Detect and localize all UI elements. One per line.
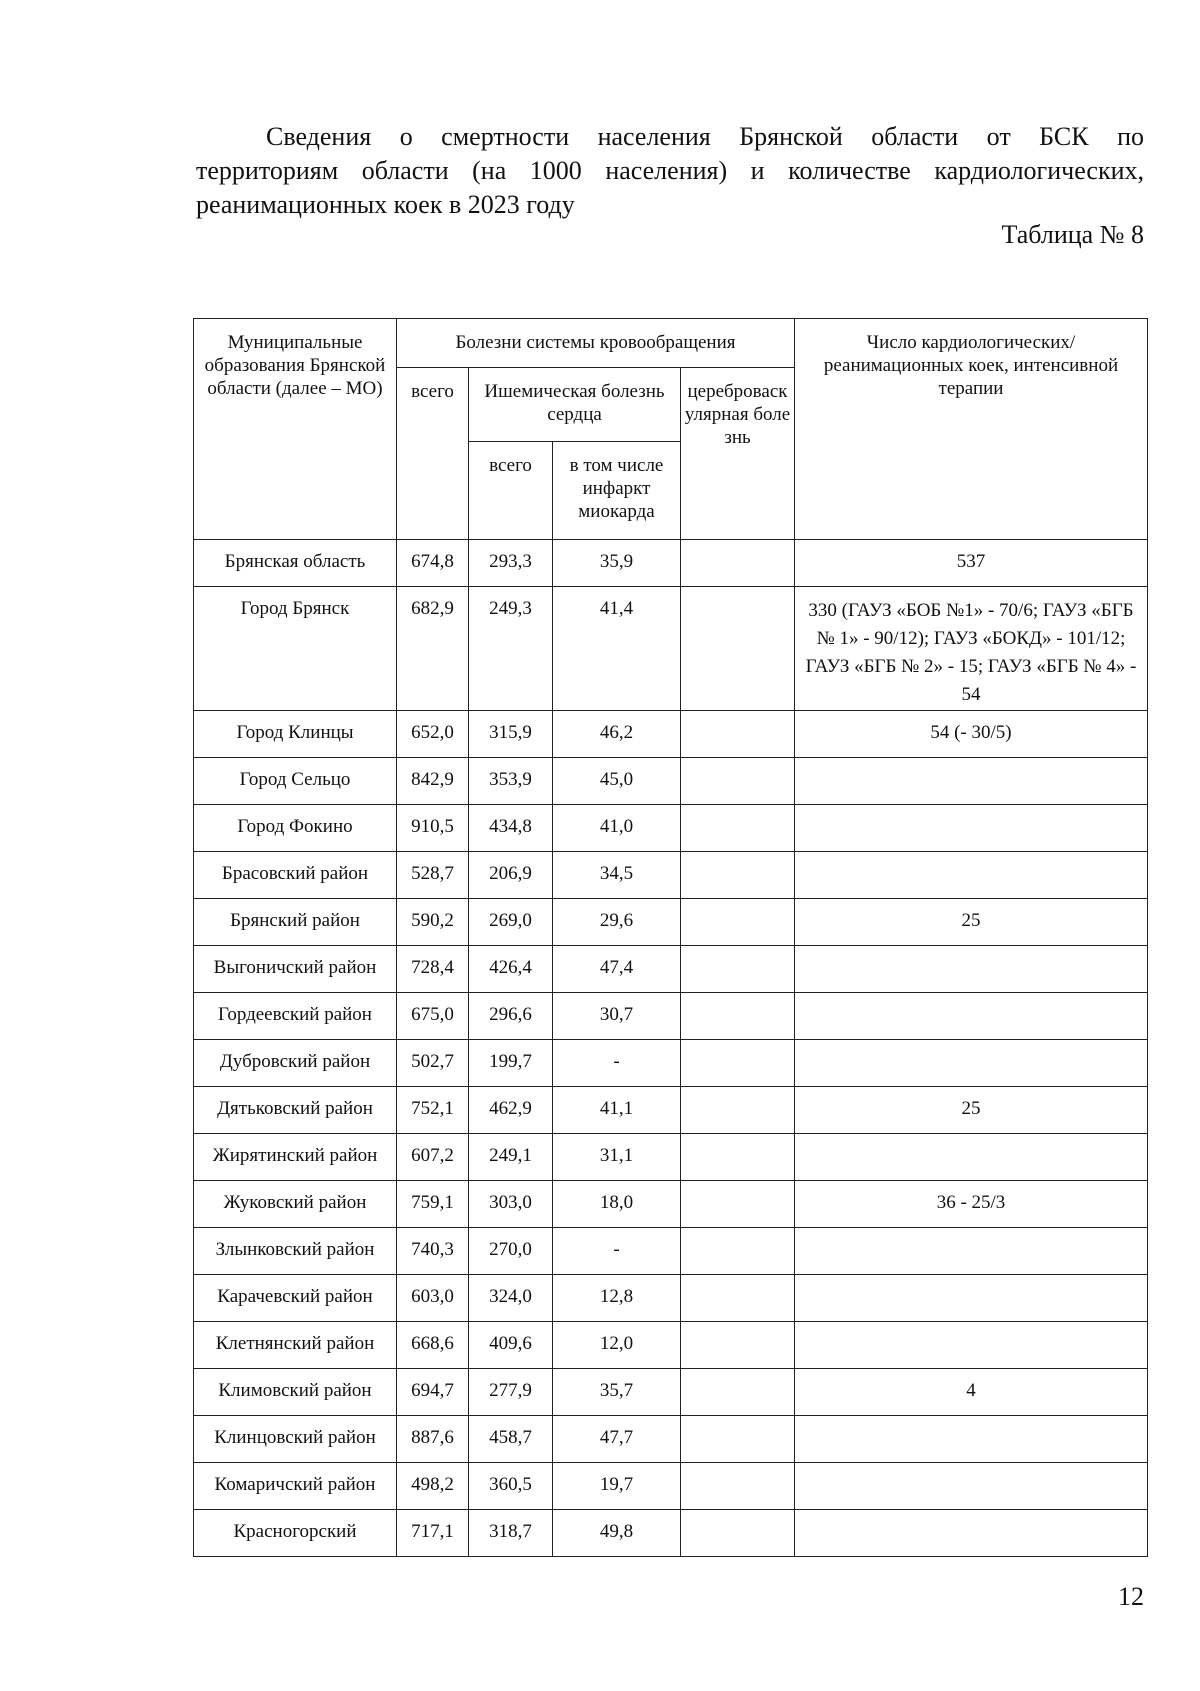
table-row: [194, 805, 1148, 852]
table-row: [194, 711, 1148, 758]
cell-mi: 41,1: [553, 1087, 681, 1134]
cell-mi: 12,0: [553, 1322, 681, 1369]
table-row: [194, 1228, 1148, 1275]
cell-municipality: Дубровский район: [194, 1040, 397, 1087]
table-row: [194, 540, 1148, 587]
cell-mi: 41,4: [553, 587, 681, 711]
cell-ihd: 296,6: [469, 993, 553, 1040]
cell-ihd: 462,9: [469, 1087, 553, 1134]
header-cerebrovascular: цереброваскулярная болезнь: [681, 368, 795, 540]
cell-municipality: Город Клинцы: [194, 711, 397, 758]
cell-mi: 18,0: [553, 1181, 681, 1228]
cell-mi: 35,7: [553, 1369, 681, 1416]
cell-municipality: Клетнянский район: [194, 1322, 397, 1369]
cell-cerebrovascular: [681, 852, 795, 899]
cell-cerebrovascular: [681, 758, 795, 805]
cell-total: 668,6: [397, 1322, 469, 1369]
cell-total: 652,0: [397, 711, 469, 758]
cell-municipality: Брянская область: [194, 540, 397, 587]
cell-cerebrovascular: [681, 1228, 795, 1275]
cell-total: 502,7: [397, 1040, 469, 1087]
table-row: [194, 1510, 1148, 1557]
cell-total: 887,6: [397, 1416, 469, 1463]
cell-municipality: Климовский район: [194, 1369, 397, 1416]
cell-total: 728,4: [397, 946, 469, 993]
table-row: [194, 1040, 1148, 1087]
cell-mi: 35,9: [553, 540, 681, 587]
title-line-3: реанимационных коек в 2023 году: [196, 190, 575, 219]
cell-ihd: 434,8: [469, 805, 553, 852]
cell-total: 740,3: [397, 1228, 469, 1275]
table-row: [194, 587, 1148, 711]
cell-total: 842,9: [397, 758, 469, 805]
cell-mi: 46,2: [553, 711, 681, 758]
cell-beds: [795, 1228, 1148, 1275]
cell-beds: 4: [795, 1369, 1148, 1416]
cell-municipality: Карачевский район: [194, 1275, 397, 1322]
table-row: [194, 1181, 1148, 1228]
cell-beds: [795, 1275, 1148, 1322]
cell-cerebrovascular: [681, 1510, 795, 1557]
cell-ihd: 360,5: [469, 1463, 553, 1510]
header-total: всего: [397, 368, 469, 540]
cell-cerebrovascular: [681, 1134, 795, 1181]
cell-total: 759,1: [397, 1181, 469, 1228]
cell-beds: [795, 1040, 1148, 1087]
cell-mi: 19,7: [553, 1463, 681, 1510]
cell-municipality: Выгоничский район: [194, 946, 397, 993]
cell-mi: 30,7: [553, 993, 681, 1040]
table-row: [194, 1275, 1148, 1322]
cell-cerebrovascular: [681, 1087, 795, 1134]
cell-cerebrovascular: [681, 1369, 795, 1416]
cell-total: 910,5: [397, 805, 469, 852]
table-row: [194, 993, 1148, 1040]
table-row: [194, 1416, 1148, 1463]
cell-ihd: 303,0: [469, 1181, 553, 1228]
cell-cerebrovascular: [681, 1322, 795, 1369]
cell-municipality: Жирятинский район: [194, 1134, 397, 1181]
cell-ihd: 277,9: [469, 1369, 553, 1416]
cell-mi: 12,8: [553, 1275, 681, 1322]
cell-beds: [795, 758, 1148, 805]
document-title: [196, 120, 1144, 222]
cell-beds: 54 (- 30/5): [795, 711, 1148, 758]
cell-cerebrovascular: [681, 711, 795, 758]
table-header: [194, 319, 1148, 540]
cell-mi: 31,1: [553, 1134, 681, 1181]
cell-mi: 45,0: [553, 758, 681, 805]
cell-mi: 47,7: [553, 1416, 681, 1463]
cell-beds: [795, 993, 1148, 1040]
cell-total: 682,9: [397, 587, 469, 711]
cell-mi: 49,8: [553, 1510, 681, 1557]
cell-mi: 29,6: [553, 899, 681, 946]
cell-municipality: Брасовский район: [194, 852, 397, 899]
cell-ihd: 249,1: [469, 1134, 553, 1181]
table-row: [194, 758, 1148, 805]
cell-cerebrovascular: [681, 1275, 795, 1322]
cell-cerebrovascular: [681, 540, 795, 587]
cell-mi: 47,4: [553, 946, 681, 993]
cell-cerebrovascular: [681, 993, 795, 1040]
cell-total: 694,7: [397, 1369, 469, 1416]
header-ihd: Ишемическая болезнь сердца: [469, 368, 681, 442]
table-row: [194, 1322, 1148, 1369]
cell-beds: 36 - 25/3: [795, 1181, 1148, 1228]
cell-total: 675,0: [397, 993, 469, 1040]
cell-beds: 330 (ГАУЗ «БОБ №1» - 70/6; ГАУЗ «БГБ № 1» - 90/12); ГАУЗ «БОКД» - 101/12; ГАУЗ «БГБ № 2» - 15; ГАУЗ «БГБ № 4» - 54: [795, 587, 1148, 711]
header-beds: Число кардиологических/реанимационных коек, интенсивной терапии: [795, 319, 1148, 540]
mortality-table: [193, 318, 1148, 1557]
cell-municipality: Брянский район: [194, 899, 397, 946]
cell-beds: [795, 946, 1148, 993]
cell-cerebrovascular: [681, 805, 795, 852]
table-row: [194, 946, 1148, 993]
cell-ihd: 324,0: [469, 1275, 553, 1322]
table-row: [194, 1087, 1148, 1134]
cell-ihd: 199,7: [469, 1040, 553, 1087]
cell-municipality: Красногорский: [194, 1510, 397, 1557]
cell-municipality: Город Брянск: [194, 587, 397, 711]
cell-municipality: Комаричский район: [194, 1463, 397, 1510]
cell-beds: [795, 805, 1148, 852]
cell-mi: 41,0: [553, 805, 681, 852]
cell-total: 590,2: [397, 899, 469, 946]
table-row: [194, 852, 1148, 899]
cell-ihd: 409,6: [469, 1322, 553, 1369]
header-circulatory-diseases: Болезни системы кровообращения: [397, 319, 795, 368]
page-number: 12: [1118, 1582, 1144, 1611]
header-mi: в том числе инфаркт миокарда: [553, 442, 681, 540]
cell-cerebrovascular: [681, 1463, 795, 1510]
cell-ihd: 315,9: [469, 711, 553, 758]
cell-cerebrovascular: [681, 1416, 795, 1463]
table-number: Таблица № 8: [1001, 220, 1144, 249]
cell-ihd: 269,0: [469, 899, 553, 946]
cell-mi: -: [553, 1228, 681, 1275]
cell-total: 674,8: [397, 540, 469, 587]
header-municipality: Муниципальные образования Брянской области (далее – МО): [194, 319, 397, 540]
table-row: [194, 1134, 1148, 1181]
cell-total: 752,1: [397, 1087, 469, 1134]
cell-cerebrovascular: [681, 946, 795, 993]
cell-total: 717,1: [397, 1510, 469, 1557]
cell-beds: [795, 1322, 1148, 1369]
table-row: [194, 899, 1148, 946]
cell-cerebrovascular: [681, 587, 795, 711]
table-row: [194, 1463, 1148, 1510]
cell-ihd: 270,0: [469, 1228, 553, 1275]
cell-ihd: 353,9: [469, 758, 553, 805]
cell-total: 603,0: [397, 1275, 469, 1322]
cell-total: 528,7: [397, 852, 469, 899]
cell-municipality: Гордеевский район: [194, 993, 397, 1040]
cell-municipality: Город Сельцо: [194, 758, 397, 805]
cell-beds: [795, 852, 1148, 899]
table-body: [194, 540, 1148, 1557]
cell-ihd: 458,7: [469, 1416, 553, 1463]
cell-municipality: Злынковский район: [194, 1228, 397, 1275]
table-row: [194, 1369, 1148, 1416]
cell-municipality: Клинцовский район: [194, 1416, 397, 1463]
header-ihd-total: всего: [469, 442, 553, 540]
cell-cerebrovascular: [681, 899, 795, 946]
cell-cerebrovascular: [681, 1040, 795, 1087]
cell-beds: [795, 1510, 1148, 1557]
cell-cerebrovascular: [681, 1181, 795, 1228]
cell-mi: 34,5: [553, 852, 681, 899]
cell-municipality: Жуковский район: [194, 1181, 397, 1228]
cell-ihd: 318,7: [469, 1510, 553, 1557]
title-line-2: территориям области (на 1000 населения) и количестве кардиологических,: [196, 156, 1144, 185]
title-line-1: Сведения о смертности населения Брянской области от БСК по: [266, 122, 1144, 151]
cell-ihd: 206,9: [469, 852, 553, 899]
cell-beds: [795, 1134, 1148, 1181]
cell-mi: -: [553, 1040, 681, 1087]
cell-ihd: 293,3: [469, 540, 553, 587]
cell-beds: 25: [795, 899, 1148, 946]
cell-total: 607,2: [397, 1134, 469, 1181]
cell-beds: 537: [795, 540, 1148, 587]
cell-beds: 25: [795, 1087, 1148, 1134]
cell-beds: [795, 1416, 1148, 1463]
cell-municipality: Город Фокино: [194, 805, 397, 852]
cell-total: 498,2: [397, 1463, 469, 1510]
cell-ihd: 426,4: [469, 946, 553, 993]
cell-beds: [795, 1463, 1148, 1510]
cell-ihd: 249,3: [469, 587, 553, 711]
cell-municipality: Дятьковский район: [194, 1087, 397, 1134]
